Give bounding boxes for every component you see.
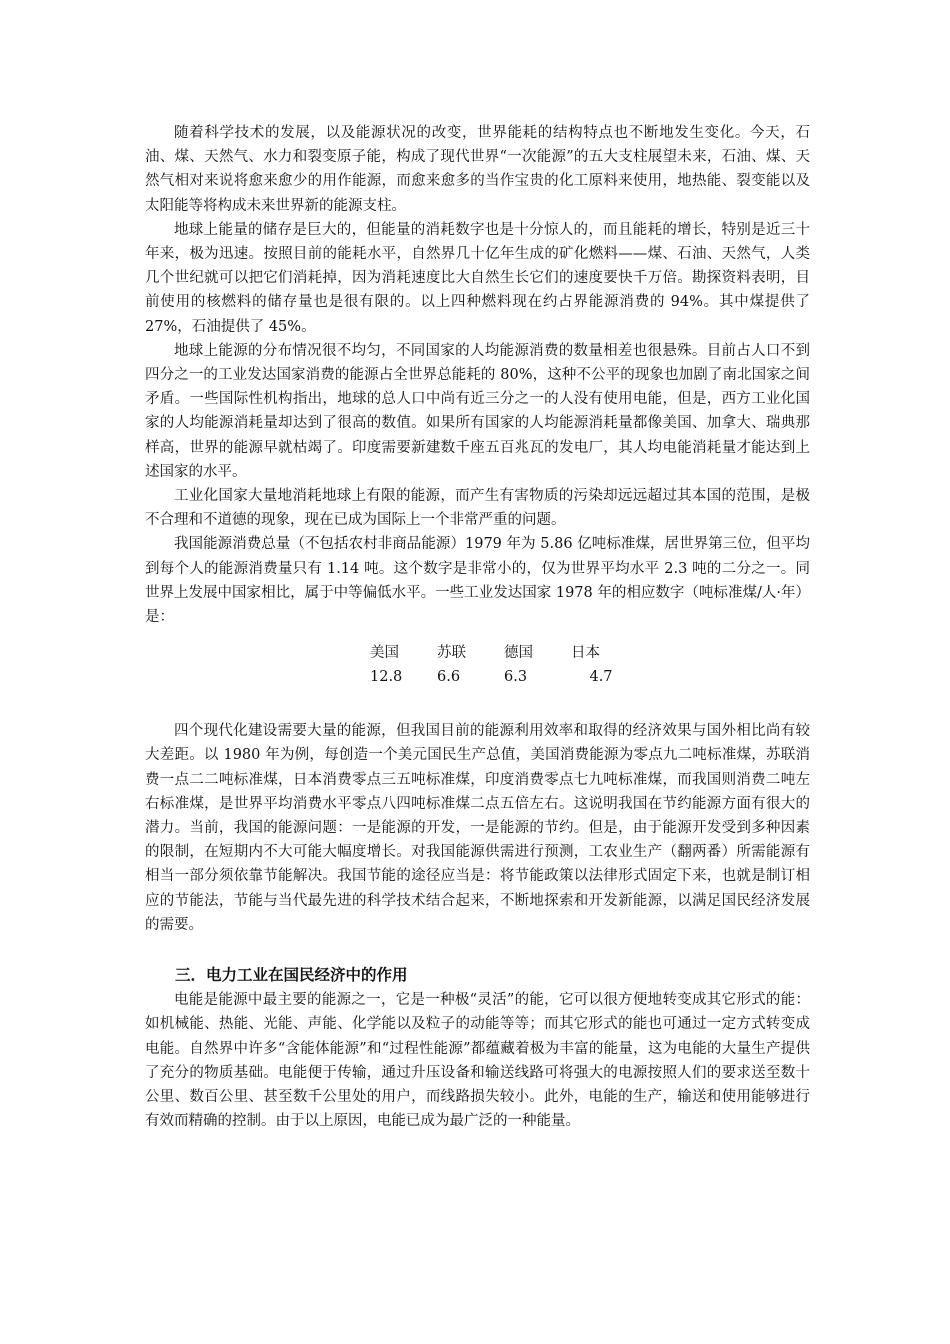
paragraph-energy-distribution: 地球上能源的分布情况很不均匀，不同国家的人均能源消费的数量相差也很悬殊。目前占人口不到四分之一的工业发达国家消费的能源占全世界总能耗的 80%，这种不公平的现象也加剧了南北国家之间矛盾。一些国际性机构指出，地球的总人口中尚有近三分之一的人没有使用电能，但是，西方工业化国家的人均能源消耗量却达到了很高的数值。如果所有国家的人均能源消耗量都像美国、加拿大、瑞典那样高，世界的能源早就枯竭了。印度需要新建数千座五百兆瓦的发电厂，其人均电能消耗量才能达到上述国家的水平。	[145, 342, 810, 480]
document-page	[145, 121, 810, 1133]
paragraph-electric-energy: 电能是能源中最主要的能源之一，它是一种极“灵活”的能，它可以很方便地转变成其它形式的能：如机械能、热能、光能、声能、化学能以及粒子的动能等等；而其它形式的能也可通过一定方式转变成电能。自然界中许多“含能体能源”和“过程性能源”都蕴藏着极为丰富的能量，这为电能的大量生产提供了充分的物质基础。电能便于传输，通过升压设备和输送线路可将强大的电源按照人们的要求送至数十公里、数百公里、甚至数千公里处的用户，而线路损失较小。此外，电能的生产，输送和使用能够进行有效而精确的控制。由于以上原因，电能已成为最广泛的一种能量。	[145, 992, 810, 1130]
table-value: 6.6	[437, 669, 461, 686]
table-country: 美国	[370, 645, 399, 662]
paragraph-energy-storage: 地球上能量的储存是巨大的，但能量的消耗数字也是十分惊人的，而且能耗的增长，特别是近三十年来，极为迅速。按照目前的能耗水平，自然界几十亿年生成的矿化燃料——煤、石油、天然气，人类几个世纪就可以把它们消耗掉，因为消耗速度比大自然生长它们的速度要快千万倍。勘探资料表明，目前使用的核燃料的储存量也是很有限的。以上四种燃料现在约占界能源消费的 94%。其中煤提供了 27%，石油提供了 45%。	[145, 221, 810, 335]
table-header-row	[370, 641, 810, 665]
table-value: 4.7	[589, 669, 613, 686]
paragraph-modernization-efficiency: 四个现代化建设需要大量的能源，但我国目前的能源利用效率和取得的经济效果与国外相比尚有较大差距。以 1980 年为例，每创造一个美元国民生产总值，美国消费能源为零点九二吨标准煤，苏联消费一点二二吨标准煤，日本消费零点三五吨标准煤，印度消费零点七九吨标准煤，而我国则消费二吨左右标准煤，是世界平均消费水平零点八四吨标准煤二点五倍左右。这说明我国在节约能源方面有很大的潜力。当前，我国的能源问题：一是能源的开发，一是能源的节约。但是，由于能源开发受到多种因素的限制，在短期内不大可能大幅度增长。对我国能源供需进行预测，工农业生产（翻两番）所需能源有相当一部分须依靠节能解决。我国节能的途径应当是：将节能政策以法律形式固定下来，也就是制订相应的节能法，节能与当代最先进的科学技术结合起来，不断地探索和开发新能源，以满足国民经济发展的需要。	[145, 723, 810, 933]
table-country: 德国	[504, 645, 533, 662]
table-country: 苏联	[437, 645, 466, 662]
table-value: 6.3	[504, 669, 528, 686]
table-value-row	[370, 665, 810, 689]
paragraph-china-consumption: 我国能源消费总量（不包括农村非商品能源）1979 年为 5.86 亿吨标准煤，居世界第三位，但平均到每个人的能源消费量只有 1.14 吨。这个数字是非常小的，仅为世界平均水平 2.3 吨的二分之一。同世界上发展中国家相比，属于中等偏低水平。一些工业发达国家 1978 年的相应数字（吨标准煤/人·年）是：	[145, 536, 810, 626]
paragraph-energy-structure: 随着科学技术的发展，以及能源状况的改变，世界能耗的结构特点也不断地发生变化。今天，石油、煤、天然气、水力和裂变原子能，构成了现代世界“一次能源”的五大支柱展望未来，石油、煤、天然气相对来说将愈来愈少的用作能源，而愈来愈多的当作宝贵的化工原料来使用，地热能、裂变能以及太阳能等将构成未来世界新的能源支柱。	[145, 125, 810, 214]
section-heading: 三．电力工业在国民经济中的作用	[175, 966, 408, 985]
table-country: 日本	[571, 645, 600, 662]
table-value: 12.8	[370, 669, 403, 686]
energy-per-capita-table	[145, 641, 810, 689]
paragraph-industrial-pollution: 工业化国家大量地消耗地球上有限的能源，而产生有害物质的污染却远远超过其本国的范围，是极不合理和不道德的现象，现在已成为国际上一个非常严重的问题。	[145, 488, 810, 529]
